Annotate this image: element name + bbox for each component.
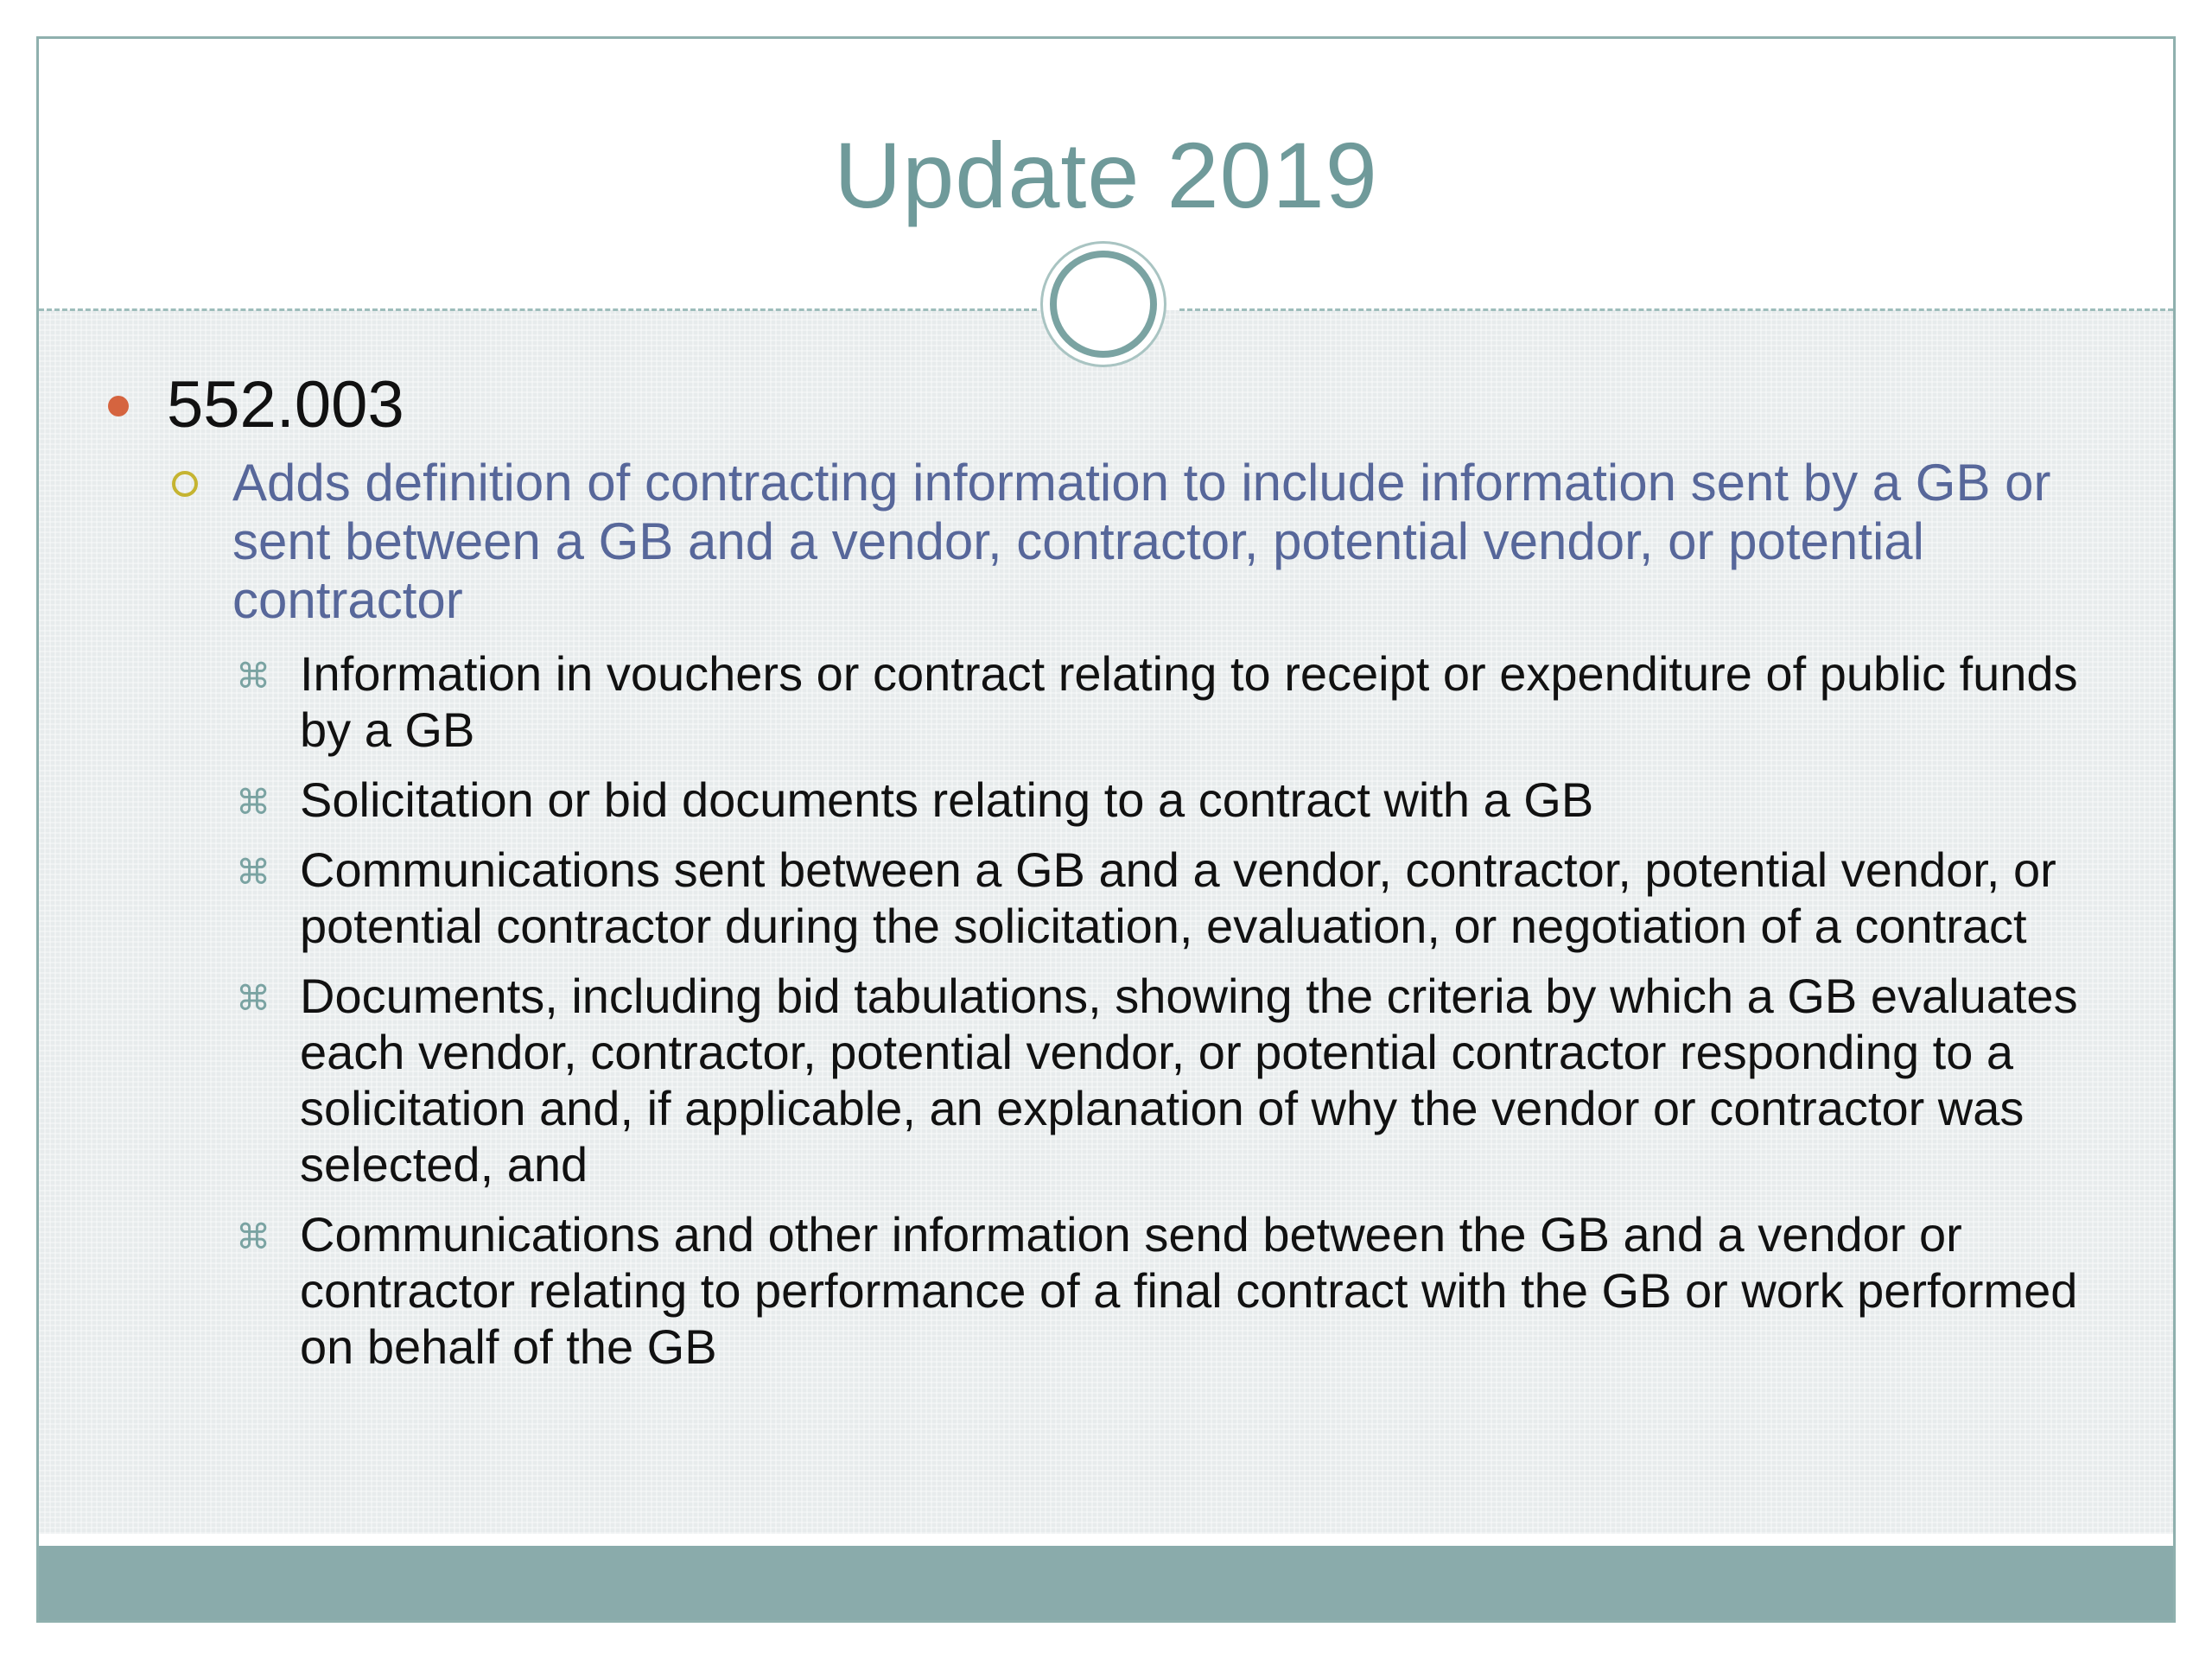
- list-item: [232, 1206, 2139, 1375]
- list-item: [232, 968, 2139, 1192]
- slide-title: Update 2019: [834, 123, 1378, 227]
- ring-bullet-icon: [172, 471, 198, 497]
- list-item-text: Communications and other information send between the GB and a vendor or contractor relating to performance of a final contract with the GB or work performed on behalf of the GB: [300, 1207, 2078, 1374]
- list-item-text: Solicitation or bid documents relating to a contract with a GB: [300, 772, 1594, 827]
- list-item: [232, 842, 2139, 954]
- bullet-level2-text: Adds definition of contracting information to include information sent by a GB or sent between a GB and a vendor, contractor, potential vendor, or potential contractor: [232, 454, 2051, 629]
- list-item: [232, 645, 2139, 758]
- divider-right: [1179, 308, 2173, 311]
- circle-ornament-icon: [1050, 251, 1157, 358]
- list-item-text: Communications sent between a GB and a vendor, contractor, potential vendor, or potential contractor during the solicitation, evaluation, or negotiation of a contract: [300, 842, 2056, 953]
- star-bullet-icon: ⌘: [236, 853, 270, 893]
- footer-bar: [39, 1546, 2173, 1620]
- bullet-level3-list: [232, 645, 2139, 1375]
- list-item-text: Information in vouchers or contract relating to receipt or expenditure of public funds by a GB: [300, 646, 2078, 757]
- star-bullet-icon: ⌘: [236, 657, 270, 696]
- star-bullet-icon: ⌘: [236, 783, 270, 823]
- list-item: [232, 772, 2139, 828]
- bullet-level1-text: 552.003: [167, 368, 404, 442]
- slide: [36, 36, 2176, 1623]
- bullet-level2: [167, 454, 2139, 630]
- star-bullet-icon: ⌘: [236, 979, 270, 1019]
- list-item-text: Documents, including bid tabulations, showing the criteria by which a GB evaluates each vendor, contractor, potential vendor, or potential contractor responding to a solicitation and, if applicable, an explanation of why the vendor or contractor was selected, and: [300, 969, 2078, 1192]
- bullet-level1: [99, 367, 2139, 443]
- star-bullet-icon: ⌘: [236, 1217, 270, 1257]
- dot-bullet-icon: [108, 396, 129, 416]
- bullet-content: [99, 367, 2139, 1389]
- divider-left: [39, 308, 1037, 311]
